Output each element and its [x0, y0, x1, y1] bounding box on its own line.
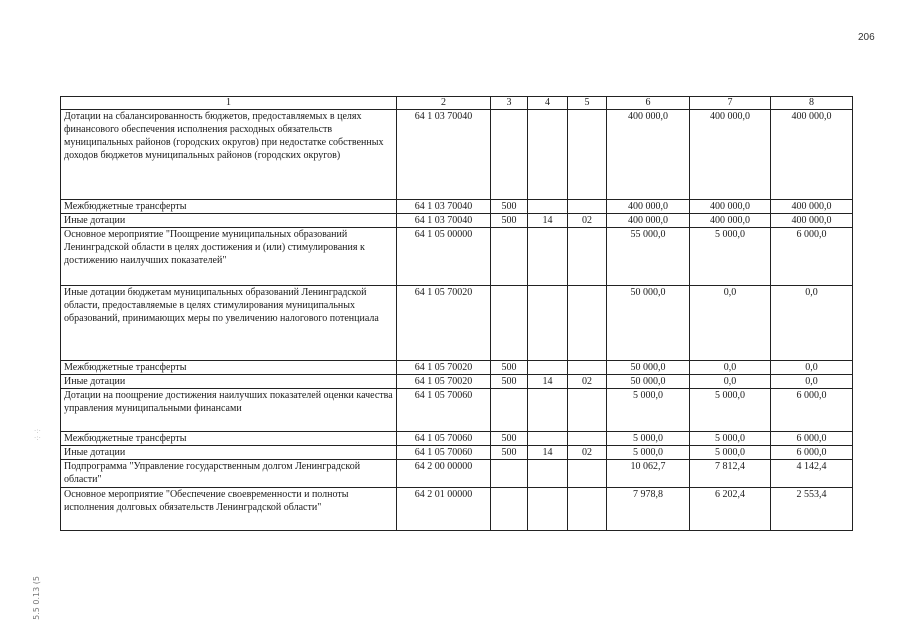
row-pr [568, 361, 607, 375]
row-value-8: 400 000,0 [771, 200, 853, 214]
row-value-8: 6 000,0 [771, 228, 853, 286]
row-name: Иные дотации [61, 214, 397, 228]
row-value-6: 50 000,0 [607, 375, 690, 389]
row-vr: 500 [491, 432, 528, 446]
row-pr: 02 [568, 446, 607, 460]
row-vr [491, 110, 528, 200]
row-value-7: 5 000,0 [690, 446, 771, 460]
table-row [61, 432, 853, 446]
row-code: 64 1 05 70020 [397, 375, 491, 389]
row-code: 64 2 00 00000 [397, 460, 491, 488]
row-vr: 500 [491, 214, 528, 228]
table-row [61, 228, 853, 286]
row-value-8: 6 000,0 [771, 446, 853, 460]
row-value-6: 10 062,7 [607, 460, 690, 488]
row-value-6: 400 000,0 [607, 214, 690, 228]
row-code: 64 1 05 00000 [397, 228, 491, 286]
row-vr: 500 [491, 200, 528, 214]
row-rz: 14 [528, 214, 568, 228]
table-row [61, 389, 853, 432]
row-code: 64 1 05 70060 [397, 432, 491, 446]
row-rz [528, 110, 568, 200]
col-header: 2 [397, 97, 491, 110]
col-header: 1 [61, 97, 397, 110]
row-value-8: 400 000,0 [771, 214, 853, 228]
table-row [61, 446, 853, 460]
col-header: 7 [690, 97, 771, 110]
table-row [61, 200, 853, 214]
row-value-6: 5 000,0 [607, 432, 690, 446]
row-name: Иные дотации [61, 446, 397, 460]
col-header: 5 [568, 97, 607, 110]
row-name: Иные дотации бюджетам муниципальных образований Ленинградской области, предоставляемые в целях стимулирования муниципальных образований, принимающих меры по увеличению налогового потенциала [61, 286, 397, 361]
row-value-8: 400 000,0 [771, 110, 853, 200]
col-header: 8 [771, 97, 853, 110]
row-pr [568, 432, 607, 446]
row-pr [568, 460, 607, 488]
row-value-8: 0,0 [771, 375, 853, 389]
row-value-7: 5 000,0 [690, 389, 771, 432]
row-vr [491, 460, 528, 488]
row-code: 64 1 03 70040 [397, 110, 491, 200]
row-code: 64 1 05 70060 [397, 446, 491, 460]
row-value-7: 0,0 [690, 361, 771, 375]
row-value-7: 5 000,0 [690, 228, 771, 286]
row-value-6: 400 000,0 [607, 110, 690, 200]
row-pr [568, 110, 607, 200]
table-row [61, 375, 853, 389]
row-value-7: 7 812,4 [690, 460, 771, 488]
table-row [61, 110, 853, 200]
row-name: Дотации на поощрение достижения наилучших показателей оценки качества управления муниципальными финансами [61, 389, 397, 432]
table-row [61, 361, 853, 375]
row-value-6: 7 978,8 [607, 488, 690, 531]
budget-table [60, 96, 853, 531]
row-rz [528, 200, 568, 214]
margin-note: 5.5 0.13 (5 [32, 576, 41, 620]
row-code: 64 1 03 70040 [397, 200, 491, 214]
table-header-row [61, 97, 853, 110]
row-value-8: 6 000,0 [771, 389, 853, 432]
row-pr [568, 286, 607, 361]
row-value-7: 0,0 [690, 286, 771, 361]
col-header: 3 [491, 97, 528, 110]
row-code: 64 1 05 70020 [397, 286, 491, 361]
row-pr: 02 [568, 375, 607, 389]
table-row [61, 214, 853, 228]
row-pr [568, 228, 607, 286]
row-value-6: 5 000,0 [607, 446, 690, 460]
row-value-7: 0,0 [690, 375, 771, 389]
row-name: Межбюджетные трансферты [61, 200, 397, 214]
row-name: Межбюджетные трансферты [61, 361, 397, 375]
table-row [61, 488, 853, 531]
row-name: Основное мероприятие "Поощрение муниципальных образований Ленинградской области в целях достижения и (или) стимулирования к достижению наилучших показателей" [61, 228, 397, 286]
row-rz [528, 432, 568, 446]
row-name: Дотации на сбалансированность бюджетов, предоставляемых в целях финансового обеспечения исполнения расходных обязательств муниципальных районов (городских округов) при недостатке собственных доходов бюджетов муниципальных районов (городских округов) [61, 110, 397, 200]
row-vr: 500 [491, 375, 528, 389]
row-value-8: 6 000,0 [771, 432, 853, 446]
row-code: 64 1 03 70040 [397, 214, 491, 228]
row-value-6: 50 000,0 [607, 286, 690, 361]
col-header: 4 [528, 97, 568, 110]
row-code: 64 2 01 00000 [397, 488, 491, 531]
row-rz [528, 361, 568, 375]
row-rz: 14 [528, 375, 568, 389]
row-value-7: 400 000,0 [690, 110, 771, 200]
row-vr [491, 389, 528, 432]
row-rz [528, 488, 568, 531]
row-value-6: 55 000,0 [607, 228, 690, 286]
row-code: 64 1 05 70060 [397, 389, 491, 432]
row-value-7: 400 000,0 [690, 200, 771, 214]
row-rz [528, 460, 568, 488]
row-value-8: 2 553,4 [771, 488, 853, 531]
row-value-6: 50 000,0 [607, 361, 690, 375]
row-value-7: 5 000,0 [690, 432, 771, 446]
row-name: Иные дотации [61, 375, 397, 389]
row-vr [491, 286, 528, 361]
row-pr [568, 488, 607, 531]
row-code: 64 1 05 70020 [397, 361, 491, 375]
row-rz: 14 [528, 446, 568, 460]
row-value-7: 400 000,0 [690, 214, 771, 228]
row-vr [491, 488, 528, 531]
row-rz [528, 228, 568, 286]
row-value-8: 0,0 [771, 361, 853, 375]
row-vr: 500 [491, 361, 528, 375]
table-row [61, 460, 853, 488]
row-pr [568, 389, 607, 432]
row-rz [528, 389, 568, 432]
row-value-6: 400 000,0 [607, 200, 690, 214]
row-name: Подпрограмма "Управление государственным долгом Ленинградской области" [61, 460, 397, 488]
row-pr [568, 200, 607, 214]
row-value-8: 4 142,4 [771, 460, 853, 488]
row-value-7: 6 202,4 [690, 488, 771, 531]
row-name: Межбюджетные трансферты [61, 432, 397, 446]
row-pr: 02 [568, 214, 607, 228]
row-value-6: 5 000,0 [607, 389, 690, 432]
page-number: 206 [858, 32, 875, 43]
row-value-8: 0,0 [771, 286, 853, 361]
row-rz [528, 286, 568, 361]
row-vr [491, 228, 528, 286]
scan-artifact: ·:· ·:· [34, 427, 41, 442]
row-name: Основное мероприятие "Обеспечение своевременности и полноты исполнения долговых обязательств Ленинградской области" [61, 488, 397, 531]
table-row [61, 286, 853, 361]
col-header: 6 [607, 97, 690, 110]
row-vr: 500 [491, 446, 528, 460]
